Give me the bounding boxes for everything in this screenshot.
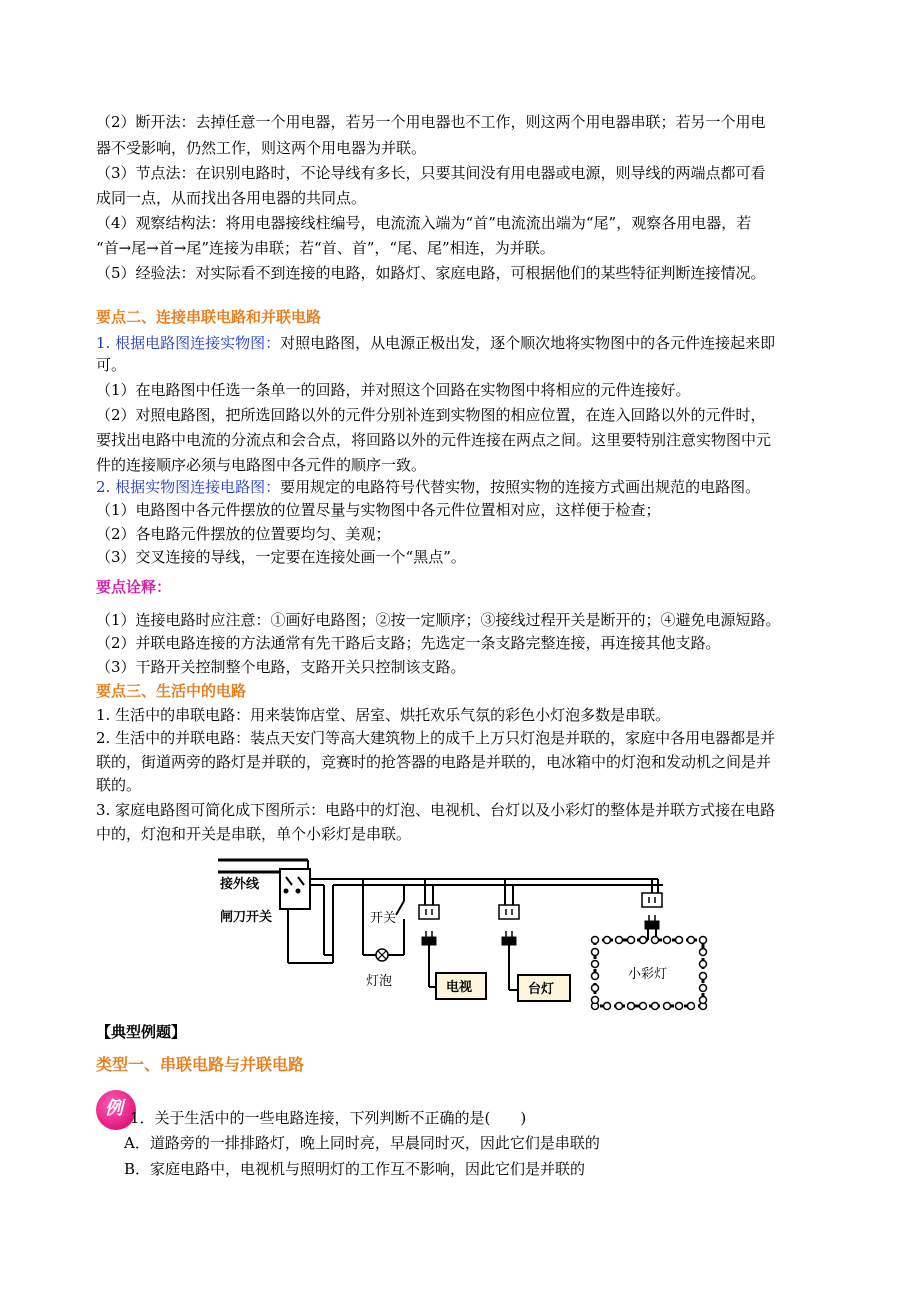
small-light-bead [616, 1003, 623, 1010]
label-knife-switch: 闸刀开关 [220, 910, 273, 925]
section-heading: 要点三、生活中的电路 [96, 682, 247, 700]
household-circuit-figure [218, 855, 718, 1012]
label-desk-lamp: 台灯 [528, 982, 555, 997]
text-line: （4）观察结构法：将用电器接线柱编号，电流流入端为“首”电流流出端为“尾”，观察各用电器，若 [96, 214, 752, 232]
text-line: “首→尾→首→尾”连接为串联；若“首、首”，“尾、尾”相连，为并联。 [96, 239, 555, 257]
small-light-bead [592, 997, 599, 1004]
option-b: B．家庭电路中，电视机与照明灯的工作互不影响，因此它们是并联的 [124, 1160, 586, 1178]
small-light-bead [640, 937, 647, 944]
socket-icon [419, 905, 439, 919]
text-line: （2）断开法：去掉任意一个用电器，若另一个用电器也不工作，则这两个用电器串联；若另一个用电 [96, 113, 766, 131]
label-tv: 电视 [446, 980, 473, 995]
example-badge-label: 例 [105, 1098, 123, 1119]
text-line: （2）各电路元件摆放的位置要均匀、美观； [96, 525, 391, 543]
small-light-bead [688, 937, 695, 944]
section-heading: 要点二、连接串联电路和并联电路 [96, 308, 322, 326]
plug-icon [645, 921, 659, 929]
text-line: （1）连接电路时应注意：①画好电路图；②按一定顺序；③接线过程开关是断开的；④避免电源短路。 [96, 611, 781, 629]
paragraph-label: 1. 根据电路图连接实物图： [96, 334, 281, 352]
small-light-bead [592, 985, 599, 992]
small-light-bead [700, 961, 707, 968]
text-line: （1）在电路图中任选一条单一的回路，并对照这个回路在实物图中将相应的元件连接好。 [96, 381, 691, 399]
text-line: 3. 家庭电路图可简化成下图所示：电路中的灯泡、电视机、台灯以及小彩灯的整体是并联方式接在电路 [96, 801, 776, 819]
small-light-bead [604, 937, 611, 944]
text-line: 1. 生活中的串联电路：用来装饰店堂、居室、烘托欢乐气氛的彩色小灯泡多数是串联。 [96, 706, 671, 724]
small-light-bead [700, 997, 707, 1004]
text-line: （2）并联电路连接的方法通常有先干路后支路；先选定一条支路完整连接，再连接其他支路。 [96, 634, 721, 652]
label-small-lights: 小彩灯 [628, 967, 668, 982]
text-line: 2. 生活中的并联电路：装点天安门等高大建筑物上的成千上万只灯泡是并联的，家庭中各用电器都是并 [96, 729, 776, 747]
text-line: 要找出电路中电流的分流点和会合点，将回路以外的元件连接在两点之间。这里要特别注意实物图中元 [96, 431, 772, 449]
paragraph-text: 对照电路图，从电源正极出发，逐个顺次地将实物图中的各元件连接起来即 [280, 334, 776, 352]
small-light-bead [700, 949, 707, 956]
small-light-bead [688, 1003, 695, 1010]
text-line: （3）交叉连接的导线，一定要在连接处画一个“黑点”。 [96, 548, 466, 566]
text-line: 成同一点，从而找出各用电器的共同点。 [96, 189, 367, 207]
knife-blade [286, 877, 292, 885]
text-line: （1）电路图中各元件摆放的位置尽量与实物图中各元件位置相对应，这样便于检查； [96, 501, 661, 519]
plug-icon [422, 937, 436, 945]
text-line: （3）干路开关控制整个电路，支路开关只控制该支路。 [96, 658, 466, 676]
small-light-bead [664, 1003, 671, 1010]
notes-heading: 要点诠释： [96, 578, 172, 596]
small-light-bead [652, 937, 659, 944]
text-line: 件的连接顺序必须与电路图中各元件的顺序一致。 [96, 456, 427, 474]
small-light-bead [676, 937, 683, 944]
small-light-bead [592, 949, 599, 956]
text-line: 联的，街道两旁的路灯是并联的，竞赛时的抢答器的电路是并联的，电冰箱中的灯泡和发动机之间是并 [96, 753, 772, 771]
small-light-bead [640, 1003, 647, 1010]
text-line: （5）经验法：对实际看不到连接的电路，如路灯、家庭电路，可根据他们的某些特征判断连接情况。 [96, 264, 766, 282]
label-outer-wire: 接外线 [220, 877, 260, 892]
small-light-bead [592, 937, 599, 944]
small-light-bead [664, 937, 671, 944]
examples-bracket-title: 【典型例题】 [96, 1023, 187, 1041]
terminal-dot [296, 889, 300, 893]
terminal-dot [284, 889, 288, 893]
small-light-bead [676, 1003, 683, 1010]
small-light-bead [652, 1003, 659, 1010]
knife-blade [298, 877, 304, 885]
socket-icon [642, 893, 662, 907]
text-line: 器不受影响，仍然工作，则这两个用电器为并联。 [96, 139, 427, 157]
small-light-bead [592, 973, 599, 980]
small-light-bead [628, 1003, 635, 1010]
small-light-bead [700, 937, 707, 944]
paragraph [96, 333, 836, 353]
type-heading: 类型一、串联电路与并联电路 [96, 1055, 305, 1074]
small-light-bead [616, 937, 623, 944]
plug-icon [502, 937, 516, 945]
small-light-bead [700, 973, 707, 980]
text-line: 可。 [96, 356, 127, 374]
socket-icon [499, 905, 519, 919]
small-light-bead [628, 937, 635, 944]
paragraph-text: 要用规定的电路符号代替实物，按照实物的连接方式画出规范的电路图。 [280, 478, 761, 496]
text-line: 联的。 [96, 776, 142, 794]
small-light-bead [604, 1003, 611, 1010]
text-line: 中的，灯泡和开关是串联，单个小彩灯是串联。 [96, 825, 412, 843]
paragraph-label: 2. 根据实物图连接电路图： [96, 478, 281, 496]
small-light-bead [592, 961, 599, 968]
text-line: （2）对照电路图，把所选回路以外的元件分别补连到实物图的相应位置，在连入回路以外的元件时， [96, 406, 766, 424]
text-line: （3）节点法：在识别电路时，不论导线有多长，只要其间没有用电器或电源，则导线的两端点都可看 [96, 164, 766, 182]
switch-lever [396, 901, 404, 915]
option-a: A．道路旁的一排排路灯，晚上同时亮，早晨同时灭，因此它们是串联的 [124, 1134, 600, 1152]
label-bulb: 灯泡 [366, 974, 393, 989]
label-switch: 开关 [370, 911, 397, 926]
small-light-bead [700, 985, 707, 992]
question-stem: 1．关于生活中的一些电路连接，下列判断不正确的是( ) [130, 1109, 527, 1127]
paragraph [96, 477, 836, 497]
